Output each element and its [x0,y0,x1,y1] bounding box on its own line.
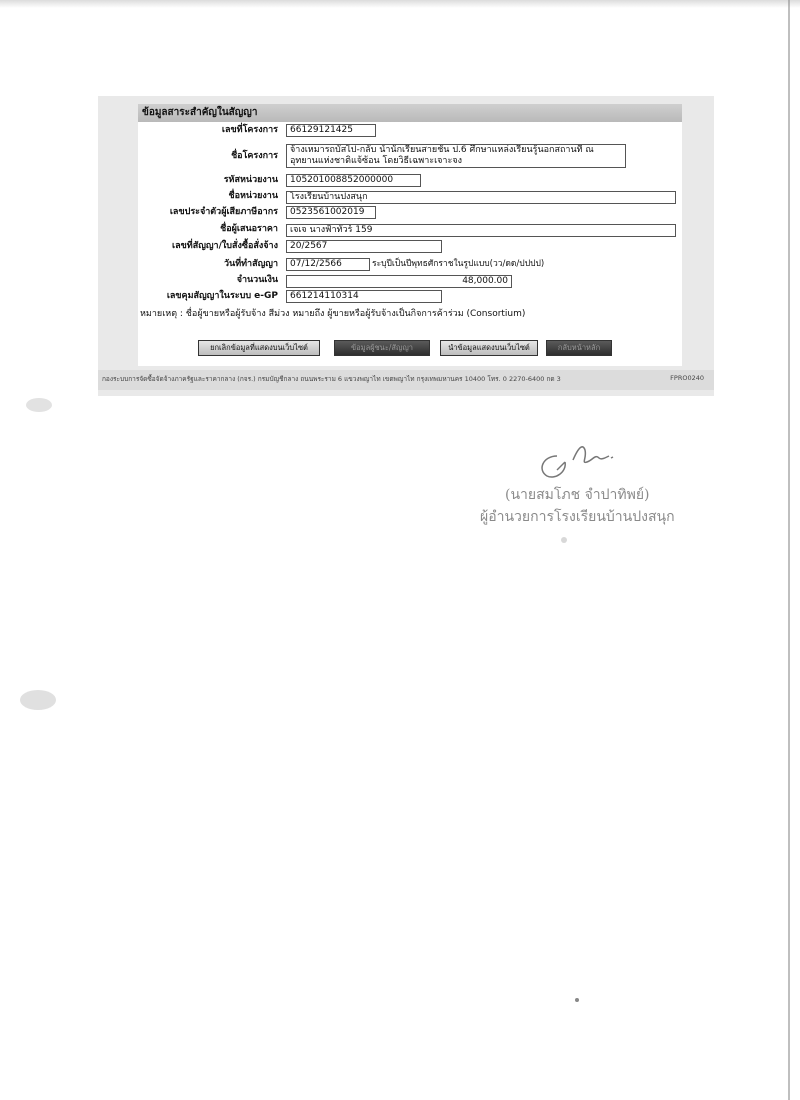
form-header: ข้อมูลสาระสำคัญในสัญญา [138,104,682,122]
footer-address: กองระบบการจัดซื้อจัดจ้างภาครัฐและราคากลาง (กจร.) กรมบัญชีกลาง ถนนพระราม 6 แขวงพญาไท เขตพญาไท กรุงเทพมหานคร 10400 โทร. 0 2270-6400 กด 3 [102,375,561,383]
signer-title: ผู้อำนวยการโรงเรียนบ้านปงสนุก [480,509,675,525]
contract-number-field[interactable]: 20/2567 [286,240,442,253]
label-contract-number: เลขที่สัญญา/ใบสั่งซื้อสั่งจ้าง [172,241,278,251]
page-footer [98,370,714,390]
label-agency-code: รหัสหน่วยงาน [223,175,278,185]
signer-name: (นายสมโภช จำปาทิพย์) [505,487,650,503]
label-egp-number: เลขคุมสัญญาในระบบ e-GP [166,291,278,301]
amount-field[interactable]: 48,000.00 [286,275,512,288]
date-format-hint: ระบุปีเป็นปีพุทธศักราชในรูปแบบ(วว/ดด/ปปปป) [372,259,545,269]
contract-date-field[interactable]: 07/12/2566 [286,258,370,271]
consortium-note: หมายเหตุ : ชื่อผู้ขายหรือผู้รับจ้าง สีม่วง หมายถึง ผู้ขายหรือผู้รับจ้างเป็นกิจการค้าร่วม (Consortium) [140,309,526,319]
cancel-publish-button[interactable]: ยกเลิกข้อมูลที่แสดงบนเว็บไซต์ [198,340,320,356]
agency-code-field[interactable]: 105201008852000000 [286,174,421,187]
back-home-button[interactable]: กลับหน้าหลัก [546,340,612,356]
egp-number-field[interactable]: 661214110314 [286,290,442,303]
label-project-name: ชื่อโครงการ [231,151,278,161]
label-bidder-name: ชื่อผู้เสนอราคา [220,224,278,234]
punch-hole-top [26,398,52,412]
page-top-shadow [0,0,800,8]
project-name-field[interactable]: จ้างเหมารถบัสไป-กลับ นำนักเรียนสายชั้น ป.6 ศึกษาแหล่งเรียนรู้นอกสถานที่ ณ อุทยานแห่งชาติแจ้ซ้อน โดยวิธีเฉพาะเจาะจง [286,144,626,168]
agency-name-field[interactable]: โรงเรียนบ้านปงสนุก [286,191,676,204]
contract-form [138,104,682,366]
speck-mark [561,537,567,543]
speck-mark-2 [575,998,579,1002]
label-tax-id: เลขประจำตัวผู้เสียภาษีอากร [169,207,278,217]
label-agency-name: ชื่อหน่วยงาน [228,191,278,201]
publish-button[interactable]: นำข้อมูลแสดงบนเว็บไซต์ [440,340,538,356]
handwritten-signature [535,440,625,484]
winner-contract-button[interactable]: ข้อมูลผู้ชนะ/สัญญา [334,340,430,356]
tax-id-field[interactable]: 0523561002019 [286,206,376,219]
page-edge [788,0,790,1100]
bidder-name-field[interactable]: เจเจ นางฟ้าทัวร์ 159 [286,224,676,237]
punch-hole-bottom [20,690,56,710]
footer-code: FPRO0240 [670,374,704,382]
label-amount: จำนวนเงิน [236,275,278,285]
label-project-number: เลขที่โครงการ [221,125,278,135]
project-number-field[interactable]: 66129121425 [286,124,376,137]
label-contract-date: วันที่ทำสัญญา [223,259,278,269]
